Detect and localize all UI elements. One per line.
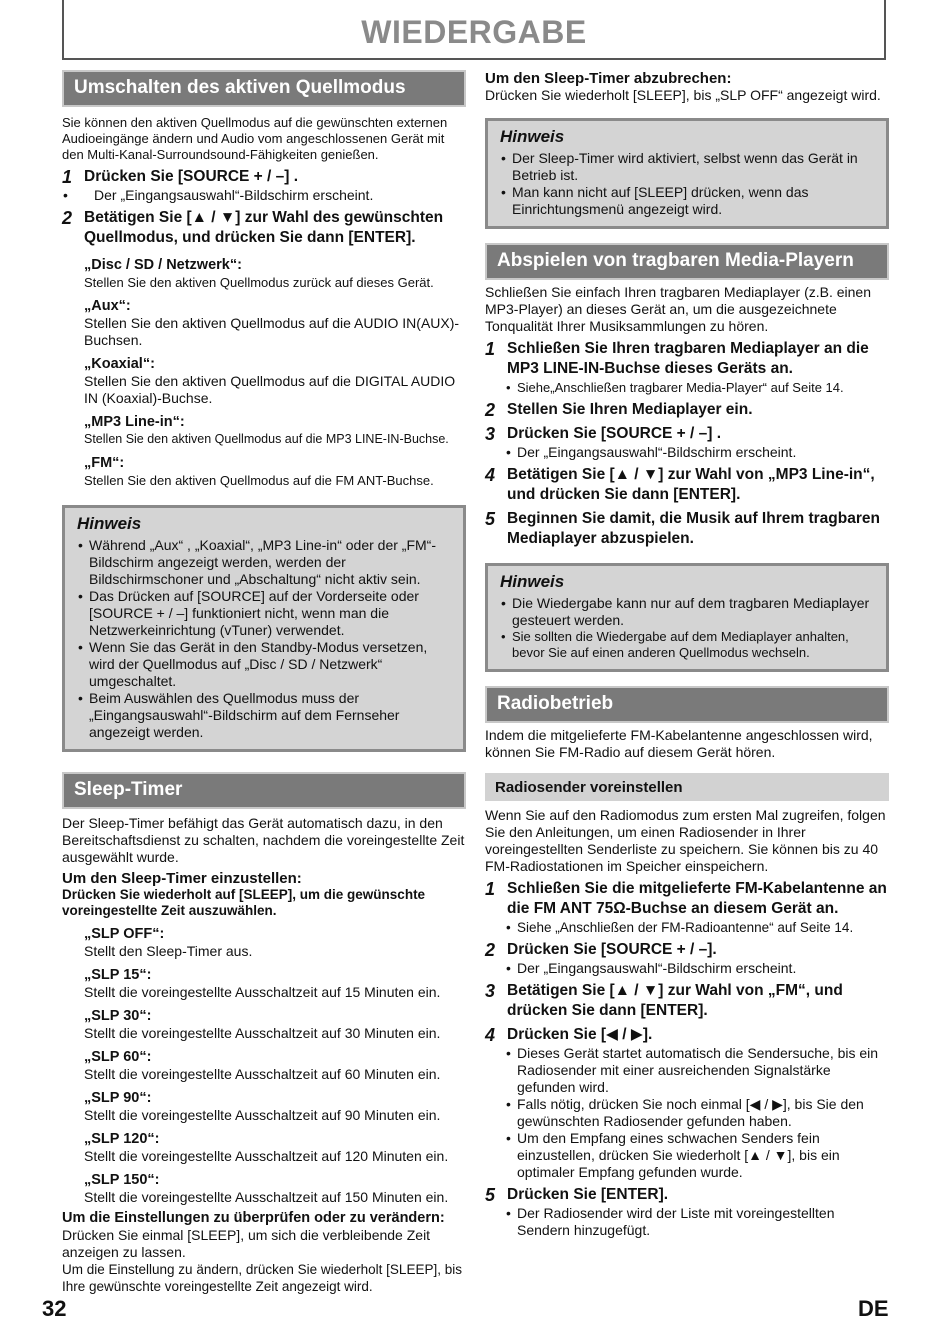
step-text: Betätigen Sie [▲ / ▼] zur Wahl von „FM“, und drücken Sie dann [ENTER]. [507, 982, 843, 1019]
step-number: 2 [62, 208, 73, 228]
note-bullet: • Der Sleep-Timer wird aktiviert, selbst wenn das Gerät in Betrieb ist. [500, 150, 876, 184]
radio-step-4-bullet: • Um den Empfang eines schwachen Senders fein einzustellen, drücken Sie wiederholt [▲ / ▼], bis ein optimaler Empfang gefunden wurde. [505, 1130, 889, 1181]
sleep-check-text-1: Drücken Sie einmal [SLEEP], um sich die verbleibende Zeit anzeigen zu lassen. [62, 1227, 431, 1260]
sleep-set-heading: Um den Sleep-Timer einzustellen: [62, 870, 302, 887]
step-text: Stellen Sie Ihren Mediaplayer ein. [507, 401, 753, 418]
media-step-5 [485, 509, 889, 549]
option-title: „FM“: [84, 455, 125, 471]
option-title: „Disc / SD / Netzwerk“: [84, 257, 242, 273]
step-number: 4 [485, 1025, 496, 1045]
media-step-3-bullet: • Der „Eingangsauswahl“-Bildschirm erscheint. [505, 444, 889, 461]
step-number: 2 [485, 400, 496, 420]
option-title: „SLP 30“: [84, 1008, 152, 1024]
media-step-2 [485, 400, 889, 420]
source-mode-intro: Sie können den aktiven Quellmodus auf die gewünschten externen Audioeingänge ändern und Audio vom angeschlossenen Gerät mit den Multi-Kanal-Surroundsound-Fähigkeiten genießen. [62, 115, 448, 162]
step-number: 2 [485, 940, 496, 960]
sleep-cancel-heading: Um den Sleep-Timer abzubrechen: [485, 70, 732, 87]
option-desc: Stellt die voreingestellte Ausschaltzeit auf 15 Minuten ein. [84, 984, 441, 1000]
left-column [62, 70, 466, 1295]
option-desc: Stellt die voreingestellte Ausschaltzeit auf 150 Minuten ein. [84, 1189, 449, 1205]
page-title: WIEDERGABE [361, 14, 587, 50]
source-options-list [62, 256, 466, 489]
section-heading-sleep-timer: Sleep-Timer [62, 772, 466, 809]
page-header [62, 0, 886, 60]
option-title: „MP3 Line-in“: [84, 414, 185, 430]
step-text: Drücken Sie [◀ / ▶]. [507, 1026, 653, 1043]
option-title: „SLP OFF“: [84, 926, 165, 942]
sleep-cancel-text: Drücken Sie wiederholt [SLEEP], bis „SLP OFF“ angezeigt wird. [485, 87, 881, 103]
media-step-3 [485, 424, 889, 444]
radio-step-1-bullet: • Siehe „Anschließen der FM-Radioantenne“ auf Seite 14. [505, 919, 889, 936]
option-desc: Stellen Sie den aktiven Quellmodus zurück auf dieses Gerät. [84, 275, 434, 290]
step-text: Betätigen Sie [▲ / ▼] zur Wahl von „MP3 Line-in“, und drücken Sie dann [ENTER]. [507, 466, 875, 503]
source-step-2 [62, 208, 466, 248]
step-text: Schließen Sie Ihren tragbaren Mediaplayer an die MP3 LINE-IN-Buchse dieses Geräts an. [507, 340, 869, 377]
step-text: Beginnen Sie damit, die Musik auf Ihrem tragbaren Mediaplayer abzuspielen. [507, 510, 880, 547]
step-text: Betätigen Sie [▲ / ▼] zur Wahl des gewünschten Quellmodus, und drücken Sie dann [ENTER]. [84, 209, 444, 246]
step-text: Drücken Sie [ENTER]. [507, 1186, 669, 1203]
subsection-heading-preset: Radiosender voreinstellen [485, 773, 889, 801]
option-title: „Koaxial“: [84, 356, 155, 372]
source-step-1 [62, 167, 466, 187]
step-number: 5 [485, 1185, 496, 1205]
sleep-check-heading: Um die Einstellungen zu überprüfen oder zu verändern: [62, 1210, 445, 1226]
option-desc: Stellt den Sleep-Timer aus. [84, 943, 253, 959]
step-text: Drücken Sie [SOURCE + / –] . [84, 168, 299, 185]
note-bullet: • Die Wiedergabe kann nur auf dem tragbaren Mediaplayer gesteuert werden. [500, 595, 876, 629]
option-title: „SLP 15“: [84, 967, 152, 983]
radio-step-4-bullet: • Falls nötig, drücken Sie noch einmal [◀ / ▶], bis Sie den gewünschten Radiosender gefunden haben. [505, 1096, 889, 1130]
sleep-timer-intro: Der Sleep-Timer befähigt das Gerät automatisch dazu, in den Bereitschaftsdienst zu schalten, nachdem die voreingestellte Zeit ausgewählt wurde. [62, 815, 465, 865]
option-desc: Stellen Sie den aktiven Quellmodus auf die DIGITAL AUDIO IN (Koaxial)-Buchse. [84, 373, 456, 406]
radio-step-4 [485, 1025, 889, 1045]
step-number: 1 [485, 879, 496, 899]
option-desc: Stellen Sie den aktiven Quellmodus auf die FM ANT-Buchse. [84, 473, 434, 488]
note-bullet: • Das Drücken auf [SOURCE] auf der Vorderseite oder [SOURCE + / –] funktioniert nicht, wenn man die Netzwerkeinrichtung (vTuner) verwendet. [77, 588, 453, 639]
step-number: 4 [485, 465, 496, 485]
note-bullet: • Beim Auswählen des Quellmodus muss der „Eingangsauswahl“-Bildschirm auf dem Fernseher angezeigt werden. [77, 690, 453, 741]
option-title: „SLP 90“: [84, 1090, 152, 1106]
option-desc: Stellen Sie den aktiven Quellmodus auf die AUDIO IN(AUX)-Buchsen. [84, 315, 460, 348]
radio-step-3 [485, 981, 889, 1021]
note-box-sleep [485, 118, 889, 229]
sleep-set-instruction: Drücken Sie wiederholt auf [SLEEP], um die gewünschte voreingestellte Zeit auszuwählen. [62, 887, 426, 918]
radio-step-2 [485, 940, 889, 960]
media-step-4 [485, 465, 889, 505]
option-title: „SLP 60“: [84, 1049, 152, 1065]
language-code: DE [858, 1296, 889, 1321]
step-text: Drücken Sie [SOURCE + / –] . [507, 425, 722, 442]
option-title: „SLP 150“: [84, 1172, 160, 1188]
note-bullet: • Während „Aux“ , „Koaxial“, „MP3 Line-in“ oder der „FM“-Bildschirm angezeigt werden, werden der Bildschirmschoner und „Abschaltung“ nicht aktiv sein. [77, 537, 453, 588]
media-step-1-bullet: • Siehe„Anschließen tragbarer Media-Player“ auf Seite 14. [505, 379, 889, 396]
radio-intro: Indem die mitgelieferte FM-Kabelantenne angeschlossen wird, können Sie FM-Radio auf diesem Gerät hören. [485, 727, 873, 760]
option-title: „SLP 120“: [84, 1131, 160, 1147]
option-desc: Stellt die voreingestellte Ausschaltzeit auf 30 Minuten ein. [84, 1025, 441, 1041]
radio-step-4-bullet: • Dieses Gerät startet automatisch die Sendersuche, bis ein Radiosender mit einer ausreichenden Signalstärke gefunden wird. [505, 1045, 889, 1096]
note-box-source [62, 505, 466, 752]
option-desc: Stellen Sie den aktiven Quellmodus auf die MP3 LINE-IN-Buchse. [84, 432, 449, 446]
sleep-check-text-2: Um die Einstellung zu ändern, drücken Sie wiederholt [SLEEP], bis Ihre gewünschte voreingestellte Zeit angezeigt wird. [62, 1262, 462, 1294]
page-number: 32 [42, 1296, 67, 1321]
right-column [485, 70, 889, 1239]
radio-step-2-bullet: • Der „Eingangsauswahl“-Bildschirm erscheint. [505, 960, 889, 977]
note-bullet: • Wenn Sie das Gerät in den Standby-Modus versetzen, wird der Quellmodus auf „Disc / SD / Netzwerk“ umgeschaltet. [77, 639, 453, 690]
radio-step-5-bullet: • Der Radiosender wird der Liste mit voreingestellten Sendern hinzugefügt. [505, 1205, 889, 1239]
section-heading-source-mode: Umschalten des aktiven Quellmodus [62, 70, 466, 107]
radio-step-1 [485, 879, 889, 919]
section-heading-radio: Radiobetrieb [485, 686, 889, 723]
sleep-options-list [62, 925, 466, 1206]
note-title: Hinweis [500, 572, 565, 591]
option-title: „Aux“: [84, 298, 131, 314]
radio-step-5 [485, 1185, 889, 1205]
section-heading-media-player: Abspielen von tragbaren Media-Playern [485, 243, 889, 280]
option-desc: Stellt die voreingestellte Ausschaltzeit auf 90 Minuten ein. [84, 1107, 441, 1123]
note-bullet: • Sie sollten die Wiedergabe auf dem Mediaplayer anhalten, bevor Sie auf einen anderen Quellmodus wechseln. [500, 629, 876, 661]
note-box-media [485, 563, 889, 672]
media-step-1 [485, 339, 889, 379]
step-number: 3 [485, 424, 496, 444]
step-number: 5 [485, 509, 496, 529]
step-number: 1 [62, 167, 73, 187]
step-number: 1 [485, 339, 496, 359]
step-text: Schließen Sie die mitgelieferte FM-Kabelantenne an die FM ANT 75Ω-Buchse an diesem Gerät an. [507, 880, 887, 917]
preset-intro: Wenn Sie auf den Radiomodus zum ersten Mal zugreifen, folgen Sie den Anleitungen, um einen Radiosender in Ihrer voreingestellten Senderliste zu speichern. Sie können bis zu 40 FM-Radiostationen im Speicher einspeichern. [485, 807, 886, 874]
note-bullet: • Man kann nicht auf [SLEEP] drücken, wenn das Einrichtungsmenü angezeigt wird. [500, 184, 876, 218]
step-number: 3 [485, 981, 496, 1001]
note-title: Hinweis [77, 514, 142, 533]
note-title: Hinweis [500, 127, 565, 146]
option-desc: Stellt die voreingestellte Ausschaltzeit auf 120 Minuten ein. [84, 1148, 449, 1164]
media-player-intro: Schließen Sie einfach Ihren tragbaren Mediaplayer (z.B. einen MP3-Player) an dieses Gerät an, um die ausgezeichnete Tonqualität Ihrer Musiksammlungen zu hören. [485, 284, 871, 334]
step-text: Drücken Sie [SOURCE + / –]. [507, 941, 717, 958]
option-desc: Stellt die voreingestellte Ausschaltzeit auf 60 Minuten ein. [84, 1066, 441, 1082]
source-step-1-bullet: • Der „Eingangsauswahl“-Bildschirm erscheint. [62, 187, 466, 204]
